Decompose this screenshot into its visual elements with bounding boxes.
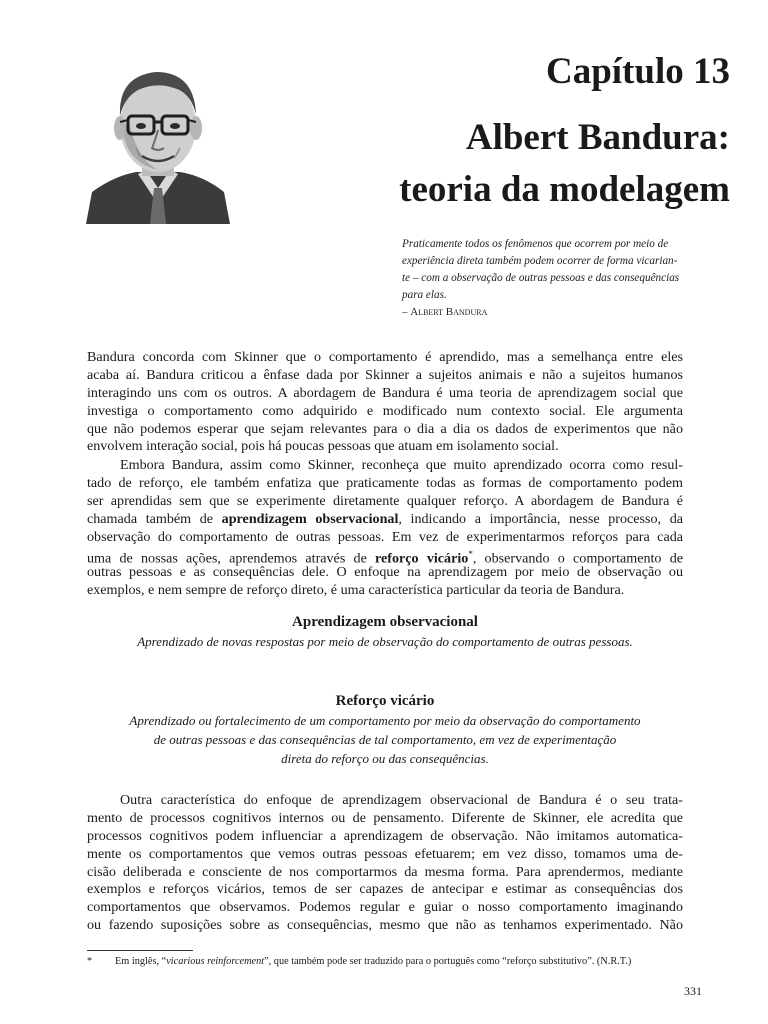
text-line: mente os comportamentos que vemos outras pessoas efetuarem; em vez disso, tomamos uma de- (87, 845, 683, 862)
epigraph-author-name: Albert Bandura (410, 306, 488, 318)
key-term-reforco-vicario: reforço vicário (375, 551, 469, 568)
text-line: exemplos e reforços vicários, temos de ser capazes de antecipar e estimar as consequências dos (87, 881, 683, 898)
footnote-text: ”, que também pode ser traduzido para o português como “reforço substitutivo”. (N.R.T.) (264, 956, 632, 967)
epigraph-author-dash: – (402, 306, 411, 318)
text-line: observação do comportamento de outras pessoas. Em vez de experimentarmos reforços para cada (87, 528, 683, 545)
definition-term: Reforço vicário (335, 693, 435, 709)
footnote-divider (87, 950, 193, 951)
text-line (87, 511, 683, 529)
chapter-title (399, 112, 730, 216)
text-fragment: uma de nossas ações, aprendemos através de (87, 551, 376, 568)
key-term-aprendizagem-observacional: aprendizagem observacional (221, 510, 399, 527)
text-line: mento de processos cognitivos internos ou de pensamento. Diferente de Skinner, ele acredita que (87, 809, 683, 826)
chapter-title-line-2: teoria da modelagem (399, 169, 730, 210)
text-line: outras pessoas e as consequências dele. O enfoque na aprendizagem por meio de observação ou (87, 564, 683, 581)
text-fragment: , indicando a importância, nesse processo, da (398, 510, 683, 527)
text-line: envolvem interação social, pois há poucas pessoas que atuam em isolamento social. (87, 438, 559, 455)
text-line: acaba aí. Bandura criticou a ênfase dada por Skinner a sujeitos animais e não a sujeitos humanos (87, 366, 683, 383)
text-line: tado de reforço, ele também enfatiza que praticamente todas as formas de comportamento podem (87, 474, 683, 491)
body-paragraph-1 (87, 349, 683, 456)
text-line: ou fazendo suposições sobre as consequências, mesmo que não as tenhamos experimentado. Não (87, 917, 683, 934)
author-portrait (84, 64, 232, 224)
text-fragment: chamada também de (87, 510, 222, 527)
text-line: comportamentos que observamos. Podemos regular e guiar o nosso comportamento imaginando (87, 899, 683, 916)
definition-text: de outras pessoas e das consequências de tal comportamento, em vez de experimentação (153, 732, 617, 747)
epigraph-line: para elas. (402, 289, 447, 301)
footnote-italic-term: vicarious reinforcement (166, 956, 265, 967)
definition-text: Aprendizado ou fortalecimento de um comportamento por meio da observação do comportamento (129, 713, 641, 728)
text-line: Outra característica do enfoque de aprendizagem observacional de Bandura é o seu trata- (120, 792, 683, 808)
definition-reforco-vicario (87, 692, 683, 768)
definition-term: Aprendizagem observacional (292, 614, 478, 630)
footnote-mark: * (87, 956, 93, 967)
text-line: processos cognitivos podem influenciar a aprendizagem de observação. Não imitamos automatica- (87, 827, 683, 844)
definition-text: Aprendizado de novas respostas por meio de observação do comportamento de outras pessoas. (137, 634, 633, 649)
epigraph-line: te – com a observação de outras pessoas e das consequências (402, 272, 680, 284)
text-line: ser aprendidas sem que se experimente diretamente qualquer reforço. A abordagem de Bandura é (87, 492, 683, 509)
text-line (87, 546, 683, 568)
definition-aprendizagem-observacional (87, 613, 683, 651)
footnote (87, 955, 697, 969)
epigraph-line: experiência direta também podem ocorrer de forma vicarian- (402, 255, 678, 267)
text-line: interagindo uns com os outros. A abordagem de Bandura é uma teoria de aprendizagem social que (87, 384, 683, 401)
text-fragment: , observando o comportamento de (472, 551, 683, 568)
page-number: 331 (684, 984, 702, 998)
chapter-number: Capítulo 13 (545, 51, 730, 92)
footnote-text: Em inglês, “ (115, 956, 167, 967)
text-line: Embora Bandura, assim como Skinner, reconheça que muito aprendizado ocorra como resul- (120, 457, 683, 473)
chapter-title-line-1: Albert Bandura: (465, 117, 730, 158)
epigraph-quote (402, 236, 702, 304)
text-line: Bandura concorda com Skinner que o comportamento é aprendido, mas a semelhança entre eles (87, 349, 683, 365)
text-line: investiga o comportamento como adquirido e modificado num contexto social. Ele argumenta (87, 402, 683, 419)
text-line: exemplos, e nem sempre de reforço direto, é uma característica particular da teoria de Bandura. (87, 582, 625, 599)
body-paragraph-2 (87, 457, 683, 600)
text-line: que não podemos esperar que sejam relevantes para o dia a dia os dados de experimentos que não (87, 420, 683, 437)
body-paragraph-3 (87, 792, 683, 935)
definition-text: direta do reforço ou das consequências. (281, 751, 489, 766)
text-line: cisão deliberada e consciente de nos comportarmos da mesma forma. Para aprendermos, mediante (87, 863, 683, 880)
epigraph-line: Praticamente todos os fenômenos que ocorrem por meio de (402, 238, 669, 250)
epigraph-author (402, 306, 487, 318)
footnote-reference: * (468, 549, 473, 560)
